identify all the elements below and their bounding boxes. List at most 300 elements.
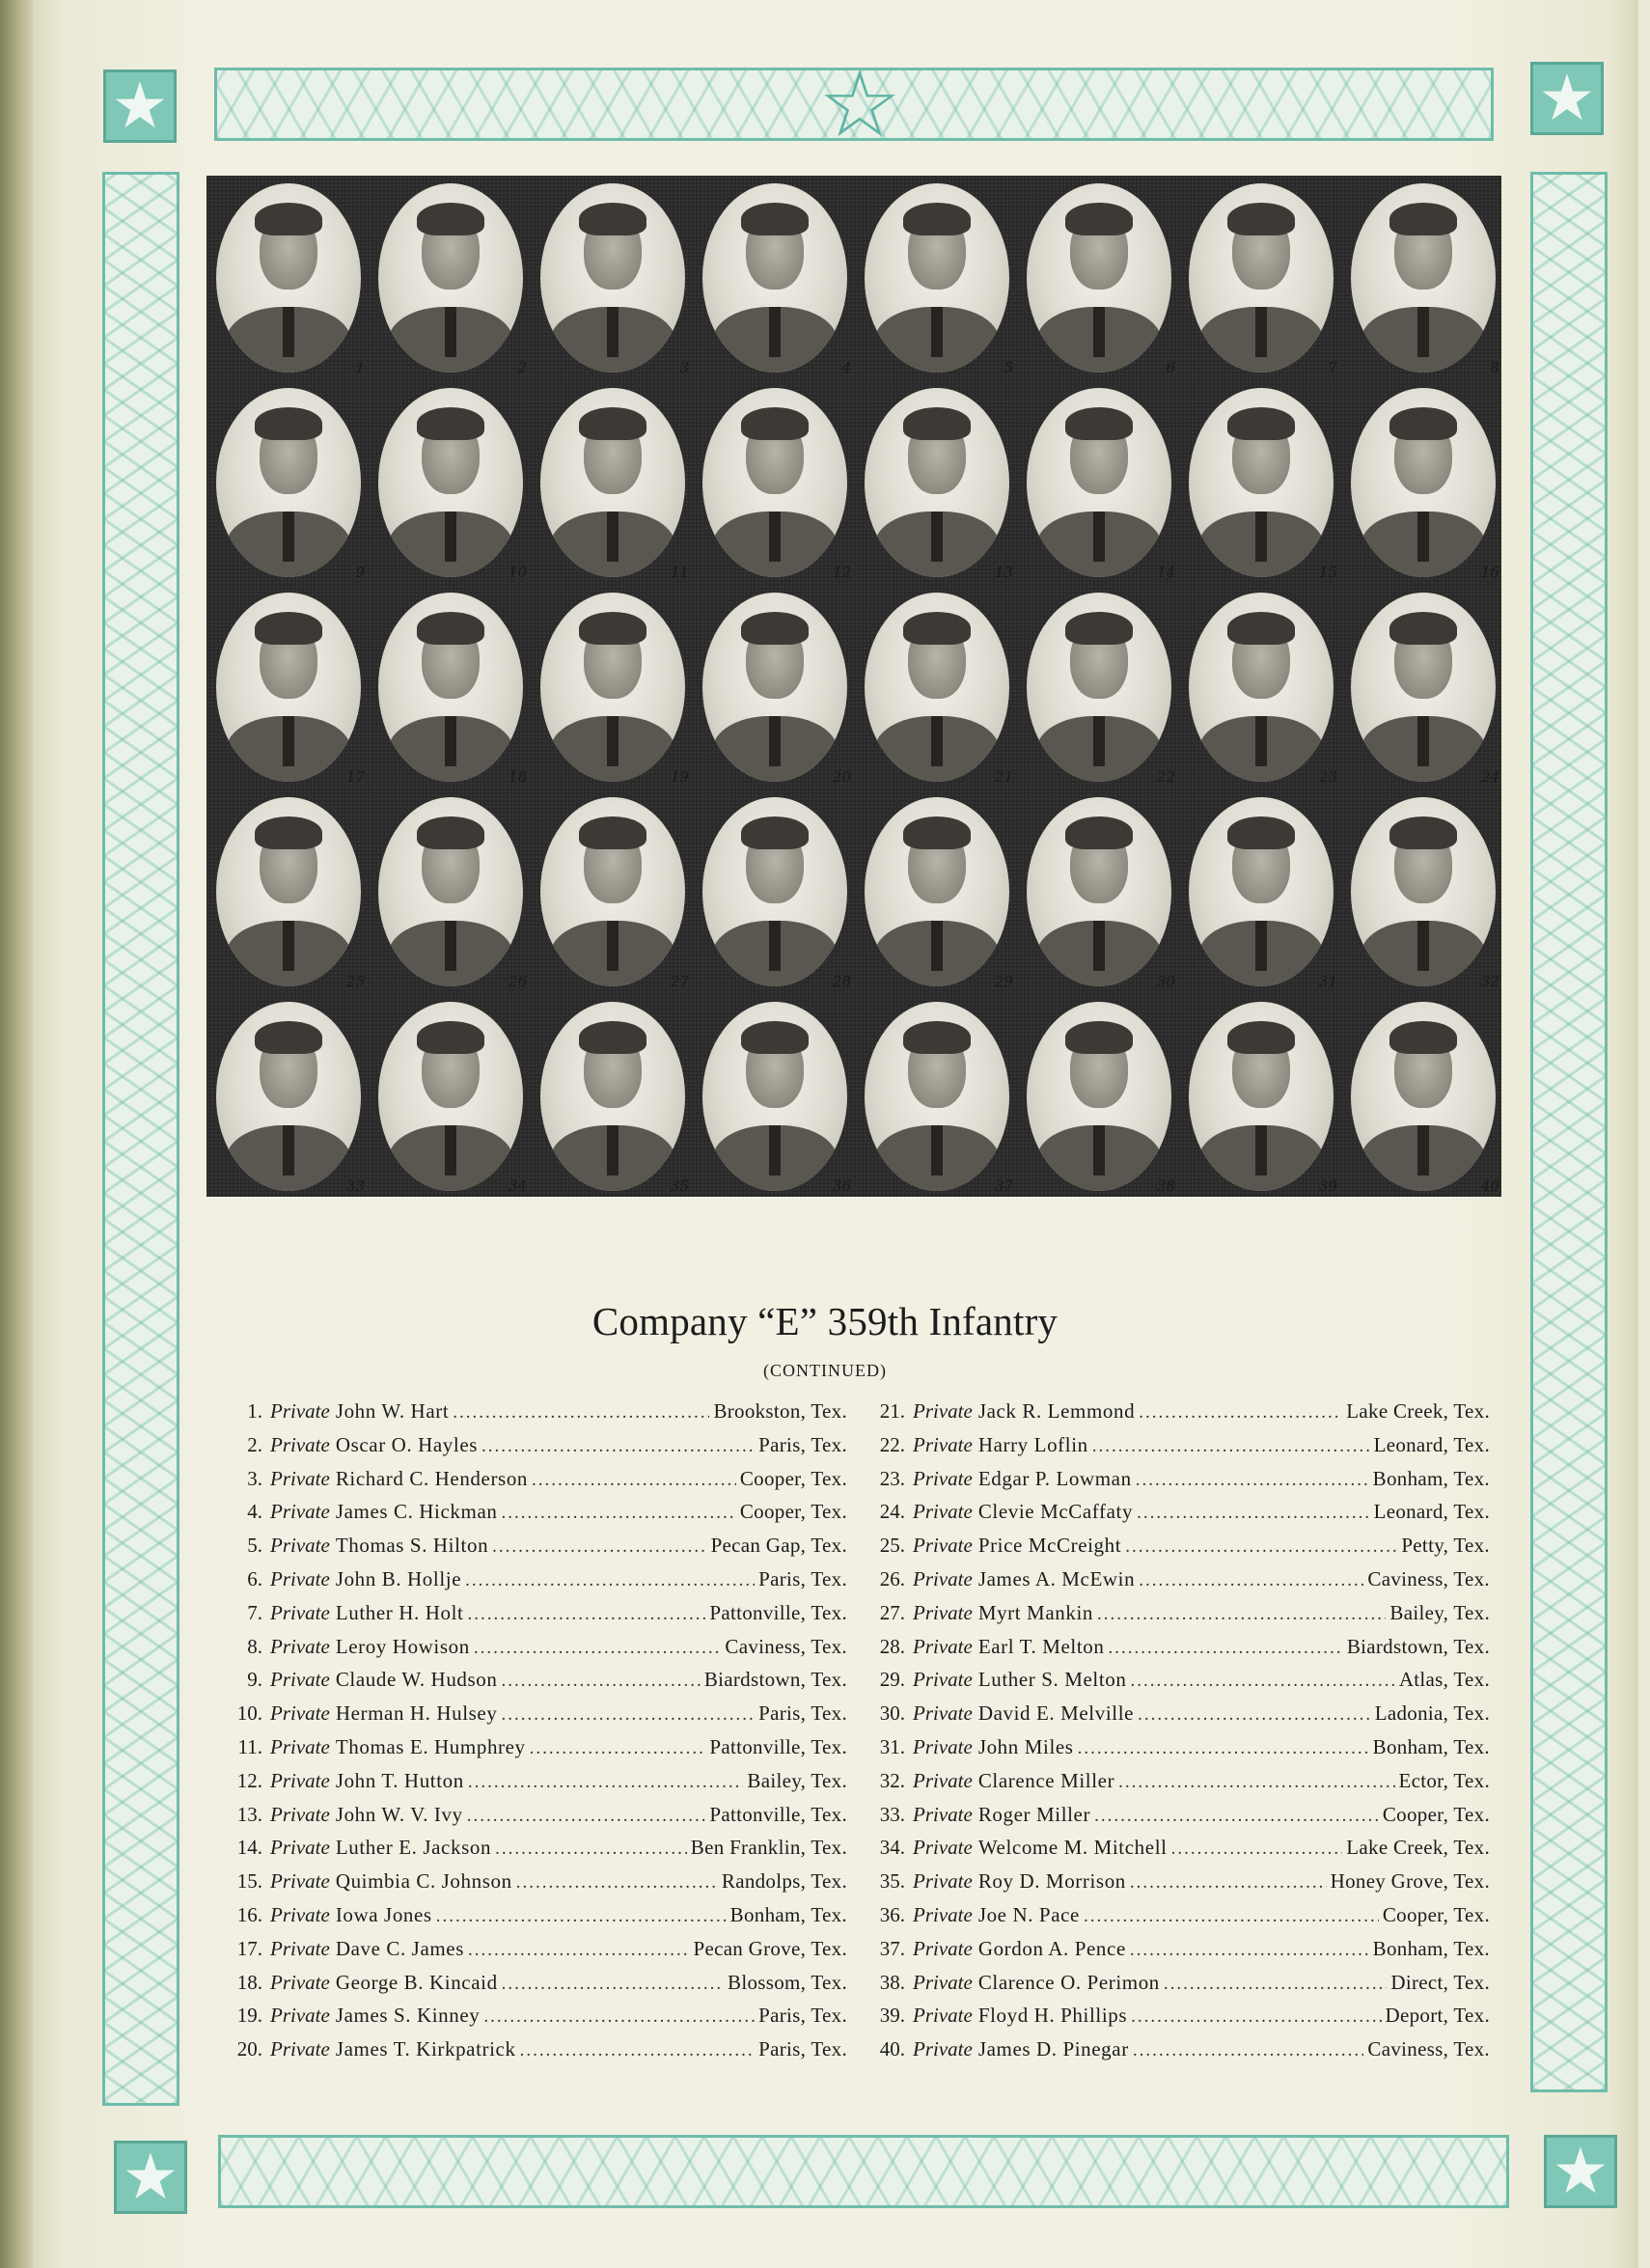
roster-town: Biardstown, Tex. [1346, 1634, 1490, 1658]
roster-number: 30. [879, 1701, 905, 1726]
roster-rank: Private [913, 1735, 973, 1758]
roster-number: 26. [879, 1567, 905, 1590]
roster-number: 22. [879, 1432, 905, 1456]
roster-name: Floyd H. Phillips [977, 2004, 1128, 2028]
roster-town: Pecan Grove, Tex. [693, 1936, 847, 1960]
roster-town: Caviness, Tex. [1367, 2037, 1490, 2061]
dot-leader [532, 1470, 736, 1491]
roster-number: 18. [236, 1970, 262, 1994]
roster-name: Myrt Mankin [977, 1600, 1093, 1624]
portrait-photo [695, 998, 855, 1201]
roster-rank: Private [270, 1903, 330, 1926]
roster-name: James D. Pinegar [977, 2037, 1129, 2061]
portrait-oval [378, 183, 523, 373]
dot-leader [1097, 1604, 1386, 1625]
roster-number: 8. [247, 1634, 262, 1658]
portrait-photo [371, 180, 531, 382]
portrait-number: 34 [508, 1177, 527, 1195]
dot-leader [1078, 1738, 1369, 1759]
roster-rank: Private [270, 2037, 330, 2061]
roster-rank: Private [913, 1534, 973, 1558]
portrait-photo [1019, 589, 1179, 791]
roster-rank: Private [270, 1802, 330, 1826]
portrait-number: 7 [1328, 359, 1337, 376]
portrait-oval [1351, 388, 1496, 577]
roster-row [222, 1803, 847, 1834]
roster-name: George B. Kincaid [335, 1970, 498, 1994]
portrait-photo [1019, 384, 1179, 587]
roster-row [222, 1903, 847, 1934]
dot-leader [453, 1402, 709, 1424]
dot-leader [467, 1604, 705, 1625]
roster-row [865, 1534, 1490, 1564]
roster-town: Paris, Tex. [758, 2004, 847, 2028]
roster-row [865, 1735, 1490, 1766]
roster-town: Cooper, Tex. [1382, 1903, 1490, 1926]
roster-number: 37. [879, 1936, 905, 1960]
roster-number: 13. [236, 1802, 262, 1826]
roster-name: Quimbia C. Johnson [335, 1869, 512, 1894]
portrait-number: 19 [670, 768, 689, 786]
portrait-oval [865, 593, 1009, 782]
portrait-oval [702, 183, 847, 373]
roster-rank: Private [270, 1534, 330, 1558]
portrait-photo [208, 180, 369, 382]
dot-leader [1130, 1872, 1327, 1894]
star-icon: ★ [1544, 2135, 1617, 2208]
portrait-photo [533, 998, 693, 1201]
portrait-photo [208, 998, 369, 1201]
dot-leader [501, 1503, 735, 1524]
dot-leader [1136, 1470, 1369, 1491]
portrait-photo [533, 384, 693, 587]
roster-town: Cooper, Tex. [739, 1466, 847, 1490]
portrait-oval [1027, 388, 1171, 577]
portrait-oval [1027, 183, 1171, 373]
portrait-number: 10 [508, 564, 527, 581]
dot-leader [502, 1671, 701, 1692]
roster-number: 10. [236, 1701, 262, 1726]
roster-rank: Private [270, 2004, 330, 2028]
roster-town: Blossom, Tex. [728, 1970, 847, 1994]
portrait-oval [378, 593, 523, 782]
portrait-number: 16 [1480, 564, 1499, 581]
roster-number: 14. [236, 1836, 262, 1860]
dot-leader [1131, 2006, 1381, 2028]
roster-town: Direct, Tex. [1390, 1970, 1490, 1994]
roster-number: 2. [247, 1432, 262, 1456]
star-icon: ★ [1530, 62, 1604, 135]
portrait-photo [695, 180, 855, 382]
roster-row [222, 1635, 847, 1666]
roster-rank: Private [270, 1970, 330, 1994]
portrait-oval [540, 797, 685, 986]
roster-name: James S. Kinney [335, 2004, 481, 2028]
roster-row [865, 1500, 1490, 1531]
roster-row [865, 1869, 1490, 1900]
dot-leader [501, 1704, 755, 1726]
portrait-number: 8 [1490, 359, 1499, 376]
roster-number: 4. [247, 1500, 262, 1524]
portrait-oval [1351, 797, 1496, 986]
roster-number: 21. [879, 1399, 905, 1423]
roster-town: Bailey, Tex. [747, 1768, 847, 1792]
portrait-number: 13 [994, 564, 1013, 581]
roster-number: 3. [247, 1466, 262, 1490]
roster-row [222, 2037, 847, 2068]
roster-name: James A. McEwin [977, 1567, 1136, 1590]
roster-name: Joe N. Pace [977, 1903, 1080, 1926]
dot-leader [1139, 1402, 1342, 1424]
roster-name: Thomas E. Humphrey [335, 1735, 526, 1758]
roster-row [222, 1433, 847, 1464]
roster-row [222, 1971, 847, 2002]
dot-leader [1118, 1772, 1394, 1793]
portrait-oval [1027, 797, 1171, 986]
roster-rank: Private [913, 1802, 973, 1826]
roster-rank: Private [270, 1869, 330, 1894]
portrait-number: 37 [994, 1177, 1013, 1195]
portrait-number: 11 [670, 564, 689, 581]
portrait-oval [378, 388, 523, 577]
portrait-photo [857, 998, 1017, 1201]
roster-town: Cooper, Tex. [1382, 1802, 1490, 1826]
roster-number: 35. [879, 1869, 905, 1894]
portrait-number: 22 [1156, 768, 1175, 786]
roster-row [222, 1701, 847, 1732]
roster-name: Clarence Miller [977, 1768, 1115, 1792]
roster-row [222, 1467, 847, 1498]
roster-row [222, 1769, 847, 1800]
roster-town: Petty, Tex. [1401, 1534, 1490, 1558]
portrait-oval [865, 183, 1009, 373]
roster-town: Ladonia, Tex. [1374, 1701, 1490, 1726]
portrait-number: 36 [832, 1177, 851, 1195]
page-title: Company “E” 359th Infantry [591, 1299, 1059, 1343]
roster-row [222, 1937, 847, 1968]
roster-rank: Private [913, 1970, 973, 1994]
portrait-number: 17 [345, 768, 365, 786]
roster-rank: Private [270, 1634, 330, 1658]
roster-number: 20. [236, 2037, 262, 2061]
roster-row [222, 2004, 847, 2034]
portrait-oval [1351, 1002, 1496, 1191]
roster-number: 17. [236, 1936, 262, 1960]
dot-leader [468, 1940, 689, 1961]
dot-leader [495, 1839, 687, 1860]
portrait-photo [1343, 384, 1503, 587]
roster-rank: Private [913, 1836, 973, 1860]
dot-leader [1092, 1436, 1370, 1457]
roster-row [865, 1903, 1490, 1934]
portrait-photo [1181, 793, 1341, 996]
portrait-photo [533, 180, 693, 382]
portrait-oval [540, 593, 685, 782]
roster-number: 31. [879, 1735, 905, 1758]
roster-row [865, 1567, 1490, 1598]
portrait-photo [695, 793, 855, 996]
roster-town: Paris, Tex. [758, 1701, 847, 1726]
roster-town: Ector, Tex. [1398, 1768, 1490, 1792]
dot-leader [481, 1436, 755, 1457]
roster-town: Caviness, Tex. [1367, 1567, 1490, 1590]
portrait-photo [1181, 589, 1341, 791]
portrait-oval [702, 797, 847, 986]
roster-number: 1. [247, 1399, 262, 1423]
portrait-photo [1343, 998, 1503, 1201]
dot-leader [1133, 2040, 1364, 2061]
roster-rank: Private [270, 1432, 330, 1456]
portrait-oval [1027, 593, 1171, 782]
roster-name: Leroy Howison [335, 1634, 470, 1658]
roster-town: Paris, Tex. [758, 1567, 847, 1590]
roster-town: Pecan Gap, Tex. [710, 1534, 847, 1558]
portrait-oval [865, 1002, 1009, 1191]
roster-number: 23. [879, 1466, 905, 1490]
roster-town: Randolps, Tex. [721, 1869, 847, 1894]
roster-town: Pattonville, Tex. [709, 1802, 847, 1826]
portrait-number: 1 [355, 359, 365, 376]
portrait-number: 14 [1156, 564, 1175, 581]
portrait-photo [1343, 180, 1503, 382]
portrait-photo [1343, 793, 1503, 996]
portrait-photo [1019, 180, 1179, 382]
roster-number: 6. [247, 1567, 262, 1590]
dot-leader [467, 1806, 706, 1827]
roster-rank: Private [913, 2037, 973, 2061]
roster-rank: Private [270, 1701, 330, 1726]
portrait-number: 33 [345, 1177, 365, 1195]
roster-name: Luther S. Melton [977, 1668, 1127, 1692]
star-icon: ★ [114, 2141, 187, 2214]
portrait-oval [540, 1002, 685, 1191]
roster-rank: Private [270, 1600, 330, 1624]
right-ornament-band [1530, 172, 1608, 2092]
roster-rank: Private [270, 1735, 330, 1758]
portrait-photo [857, 180, 1017, 382]
roster-town: Paris, Tex. [758, 1432, 847, 1456]
dot-leader [1094, 1806, 1379, 1827]
roster-row [865, 1433, 1490, 1464]
roster-number: 25. [879, 1534, 905, 1558]
roster-number: 29. [879, 1668, 905, 1692]
roster-row [865, 1635, 1490, 1666]
page-subtitle: (CONTINUED) [763, 1361, 887, 1380]
roster-row [865, 1836, 1490, 1867]
portrait-oval [1189, 183, 1334, 373]
roster-rank: Private [270, 1466, 330, 1490]
roster-town: Leonard, Tex. [1373, 1432, 1490, 1456]
portrait-photo [1181, 180, 1341, 382]
portrait-number: 15 [1318, 564, 1337, 581]
dot-leader [1109, 1638, 1343, 1659]
portrait-number: 35 [670, 1177, 689, 1195]
portrait-oval [216, 388, 361, 577]
dot-leader [502, 1974, 724, 1995]
portrait-oval [216, 183, 361, 373]
roster-number: 11. [237, 1735, 262, 1758]
roster-rank: Private [913, 1668, 973, 1692]
roster-town: Brookston, Tex. [713, 1399, 847, 1423]
roster-rank: Private [270, 1836, 330, 1860]
roster-number: 39. [879, 2004, 905, 2028]
roster-row [865, 2037, 1490, 2068]
roster-rank: Private [913, 2004, 973, 2028]
roster-town: Bonham, Tex. [1372, 1936, 1490, 1960]
dot-leader [1084, 1906, 1379, 1927]
portrait-number: 39 [1318, 1177, 1337, 1195]
roster-row [222, 1399, 847, 1430]
roster-name: Thomas S. Hilton [335, 1534, 489, 1558]
roster-row [865, 1971, 1490, 2002]
roster-number: 12. [236, 1768, 262, 1792]
portrait-number: 23 [1318, 768, 1337, 786]
roster-row [865, 1467, 1490, 1498]
portrait-photo [208, 589, 369, 791]
roster-name: Gordon A. Pence [977, 1936, 1126, 1960]
portrait-number: 29 [994, 973, 1013, 990]
portrait-oval [865, 388, 1009, 577]
portrait-photo [1181, 998, 1341, 1201]
roster-town: Deport, Tex. [1385, 2004, 1490, 2028]
portrait-photo [371, 998, 531, 1201]
dot-leader [1139, 1570, 1363, 1591]
roster-name: Claude W. Hudson [335, 1668, 498, 1692]
roster-name: Jack R. Lemmond [977, 1399, 1136, 1423]
portrait-photo [208, 384, 369, 587]
roster-number: 28. [879, 1634, 905, 1658]
portrait-number: 31 [1318, 973, 1337, 990]
roster-row [222, 1534, 847, 1564]
portrait-number: 24 [1480, 768, 1499, 786]
dot-leader [1130, 1671, 1394, 1692]
portrait-photo [371, 793, 531, 996]
portrait-photo [1181, 384, 1341, 587]
portrait-oval [1189, 388, 1334, 577]
roster-name: John W. V. Ivy [335, 1802, 463, 1826]
roster-name: Clevie McCaffaty [977, 1500, 1134, 1524]
roster-town: Bonham, Tex. [1372, 1466, 1490, 1490]
portrait-photo [533, 589, 693, 791]
roster-rank: Private [270, 1567, 330, 1590]
roster-row [222, 1735, 847, 1766]
dot-leader [474, 1638, 722, 1659]
roster-rank: Private [913, 1500, 973, 1524]
portrait-oval [1027, 1002, 1171, 1191]
portrait-number: 27 [670, 973, 689, 990]
portrait-oval [540, 183, 685, 373]
roster-row [865, 2004, 1490, 2034]
roster-number: 34. [879, 1836, 905, 1860]
roster-number: 19. [236, 2004, 262, 2028]
roster-town: Lake Creek, Tex. [1346, 1399, 1490, 1423]
roster-number: 33. [879, 1802, 905, 1826]
roster-name: Edgar P. Lowman [977, 1466, 1132, 1490]
dot-leader [492, 1536, 706, 1558]
roster-town: Biardstown, Tex. [703, 1668, 847, 1692]
portrait-oval [1189, 797, 1334, 986]
roster-name: John W. Hart [335, 1399, 450, 1423]
portrait-oval [1351, 183, 1496, 373]
portrait-number: 6 [1166, 359, 1175, 376]
roster-rank: Private [270, 1936, 330, 1960]
roster-number: 15. [236, 1869, 262, 1894]
roster-rank: Private [270, 1768, 330, 1792]
portrait-photo [695, 589, 855, 791]
roster-name: Luther H. Holt [335, 1600, 464, 1624]
roster-rank: Private [913, 1869, 973, 1894]
dot-leader [468, 1772, 744, 1793]
roster-name: Roy D. Morrison [977, 1869, 1126, 1894]
roster-rank: Private [913, 1768, 973, 1792]
roster-rank: Private [270, 1500, 330, 1524]
roster-name: John B. Hollje [335, 1567, 462, 1590]
roster-name: Roger Miller [977, 1802, 1091, 1826]
roster-row [222, 1836, 847, 1867]
roster-rank: Private [270, 1399, 330, 1423]
portrait-oval [865, 797, 1009, 986]
portrait-number: 4 [841, 359, 851, 376]
roster-town: Pattonville, Tex. [709, 1600, 847, 1624]
roster-town: Ben Franklin, Tex. [690, 1836, 847, 1860]
roster-name: Iowa Jones [335, 1903, 432, 1926]
roster-town: Paris, Tex. [758, 2037, 847, 2061]
roster-row [222, 1668, 847, 1699]
left-ornament-band [102, 172, 179, 2106]
roster-row [865, 1701, 1490, 1732]
portrait-oval [378, 1002, 523, 1191]
roster-rank: Private [913, 1701, 973, 1726]
roster-name: Price McCreight [977, 1534, 1122, 1558]
portrait-photo [208, 793, 369, 996]
portrait-oval [216, 1002, 361, 1191]
roster-town: Bailey, Tex. [1389, 1600, 1490, 1624]
portrait-number: 2 [517, 359, 527, 376]
roster-name: Dave C. James [335, 1936, 464, 1960]
dot-leader [1130, 1940, 1369, 1961]
roster-town: Bonham, Tex. [1372, 1735, 1490, 1758]
portrait-photo [695, 384, 855, 587]
roster-row [222, 1601, 847, 1632]
portrait-photo [533, 793, 693, 996]
dot-leader [436, 1906, 727, 1927]
roster-row [865, 1803, 1490, 1834]
roster-rank: Private [913, 1936, 973, 1960]
bottom-ornament-band [218, 2135, 1509, 2208]
roster-town: Cooper, Tex. [739, 1500, 847, 1524]
portrait-oval [702, 388, 847, 577]
portrait-number: 28 [832, 973, 851, 990]
portrait-oval [1351, 593, 1496, 782]
roster-number: 5. [247, 1534, 262, 1558]
star-icon: ★ [103, 69, 177, 143]
roster-row [865, 1601, 1490, 1632]
roster-rank: Private [913, 1432, 973, 1456]
portrait-oval [540, 388, 685, 577]
roster-name: Welcome M. Mitchell [977, 1836, 1168, 1860]
portrait-photo [857, 384, 1017, 587]
roster-town: Lake Creek, Tex. [1346, 1836, 1490, 1860]
portrait-photo [1019, 793, 1179, 996]
portrait-number: 25 [345, 973, 365, 990]
portrait-photo [1343, 589, 1503, 791]
portrait-number: 26 [508, 973, 527, 990]
portrait-oval [702, 1002, 847, 1191]
dot-leader [530, 1738, 706, 1759]
roster-row [222, 1869, 847, 1900]
dot-leader [1171, 1839, 1343, 1860]
roster-rank: Private [913, 1634, 973, 1658]
